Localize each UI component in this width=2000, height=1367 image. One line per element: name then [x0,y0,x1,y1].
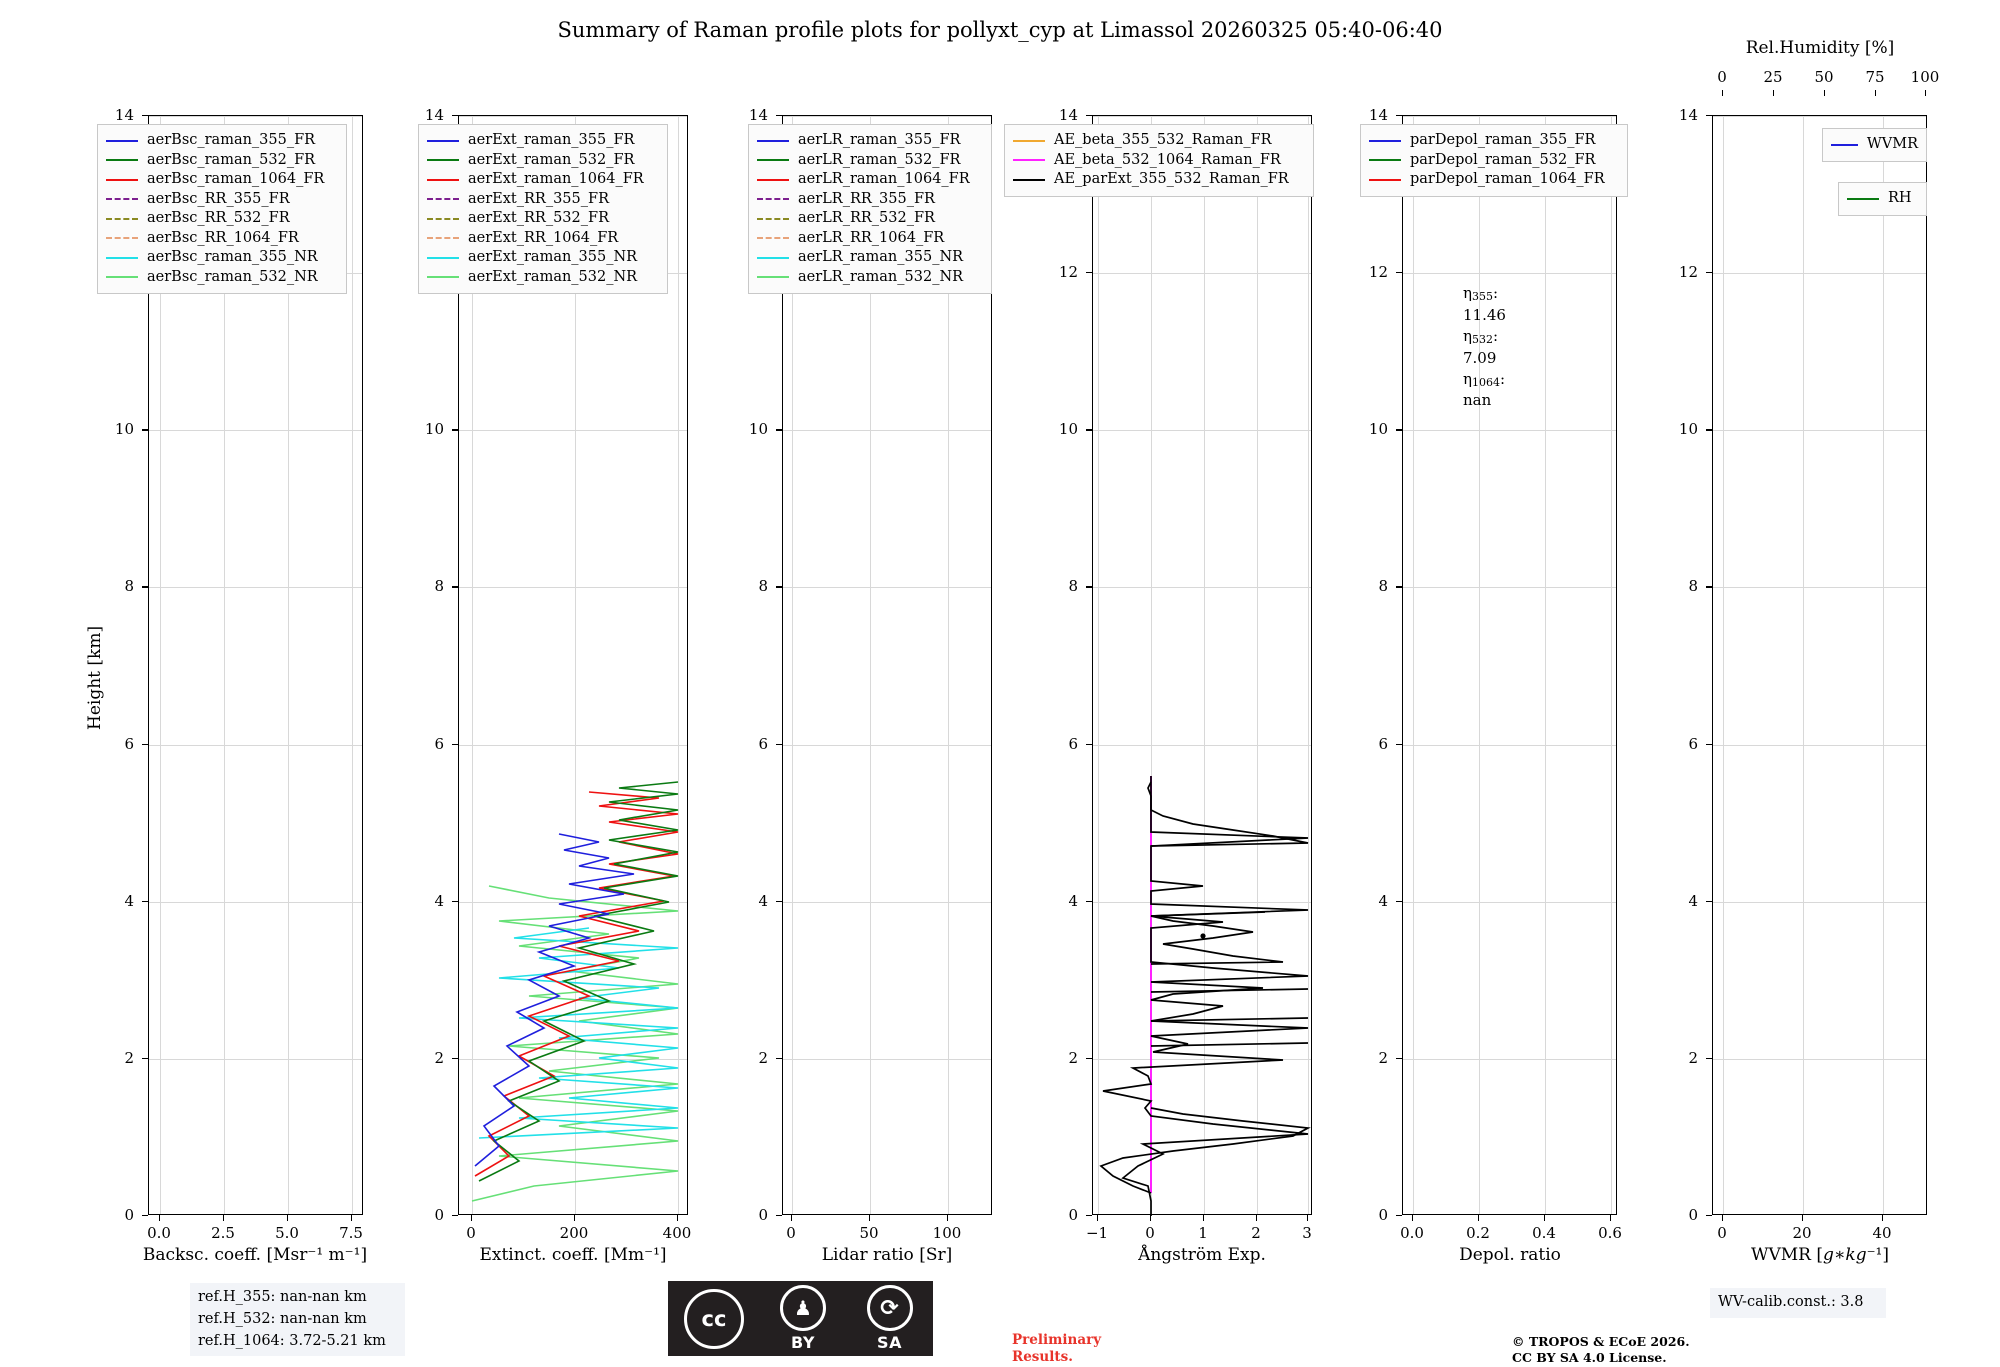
ytick-label: 10 [114,420,134,439]
ytick-label: 4 [124,891,134,910]
ytick-label: 8 [1378,577,1388,596]
legend-backscatter [97,124,347,294]
legend-swatch [1369,179,1401,181]
legend-swatch [427,257,459,259]
legend-swatch [1013,140,1045,142]
cc-sa-cell [846,1281,933,1356]
angstrom-curves [1093,116,1313,1216]
ytick-label: 14 [114,106,134,124]
legend-swatch [1831,144,1858,146]
legend-label: aerBsc_RR_1064_FR [147,229,299,246]
legend-swatch [757,276,789,278]
ref-h-355: ref.H_355: nan-nan km [198,1289,367,1305]
legend-label: aerLR_raman_355_FR [798,132,961,148]
legend-swatch [757,218,789,220]
legend-swatch [427,159,459,161]
legend-swatch [427,276,459,278]
legend-swatch [427,140,459,142]
legend-label: aerLR_raman_532_FR [798,151,961,168]
ytick-label: 4 [1068,891,1078,910]
legend-swatch [1369,140,1401,142]
ref-h-532: ref.H_532: nan-nan km [198,1310,367,1327]
legend-label: AE_beta_532_1064_Raman_FR [1054,151,1281,168]
ytick-label: 14 [1368,106,1388,124]
legend-label: aerExt_RR_1064_FR [468,229,619,246]
xtick-label: 200 [559,1224,589,1242]
legend-label: aerExt_raman_532_FR [468,151,635,168]
legend-swatch [1847,198,1879,200]
ytick-label: 6 [1378,734,1388,753]
xaxis-label-angstrom: Ångström Exp. [1138,1245,1266,1265]
xtick-label: 0 [466,1224,476,1242]
xtick-label: 1 [1198,1224,1208,1242]
ytick-label: 0 [1378,1206,1388,1224]
xtick-label: 0.0 [147,1224,171,1242]
cc-text: cc [701,1306,727,1331]
legend-label: aerExt_raman_532_NR [468,268,638,285]
ytick-label: 6 [758,734,768,753]
ytick-label: 6 [434,734,444,753]
ytick-label: 4 [758,891,768,910]
cc-by-label: BY [791,1333,815,1352]
legend-swatch [427,218,459,220]
legend-swatch [1013,179,1045,181]
legend-label: parDepol_raman_532_FR [1410,151,1596,168]
top-xtick-label: 75 [1865,68,1885,86]
legend-swatch [106,159,138,161]
legend-swatch [1369,159,1401,161]
share-alike-icon: ⟳ [867,1285,913,1331]
legend-swatch [757,179,789,181]
ytick-label: 0 [124,1206,134,1224]
ytick-label: 10 [1678,420,1698,439]
xtick-label: 0.0 [1400,1224,1424,1242]
xtick-label: −1 [1085,1224,1109,1242]
legend-swatch [106,237,138,239]
legend-label: aerExt_raman_1064_FR [468,171,644,187]
legend-swatch [106,218,138,220]
ytick-label: 4 [1688,891,1698,910]
ytick-label: 2 [124,1048,134,1067]
xtick-label: 2.5 [211,1224,235,1242]
cc-by-cell [760,1281,846,1356]
xtick-label: 0.2 [1466,1224,1490,1242]
xaxis-label-lidar-ratio: Lidar ratio [Sr] [821,1245,953,1265]
legend-extinction [418,124,668,294]
ytick-label: 12 [1058,263,1078,282]
xaxis-label-extinction: Extinct. coeff. [Mm⁻¹] [479,1245,667,1265]
ytick-label: 14 [1678,106,1698,124]
yaxis-label: Height [km] [85,625,105,730]
xtick-label: 0.6 [1598,1224,1622,1242]
ytick-label: 12 [1678,263,1698,282]
ytick-label: 2 [758,1048,768,1067]
xtick-label: 5.0 [275,1224,299,1242]
legend-wvmr [1822,128,1927,162]
ytick-label: 6 [1068,734,1078,753]
ytick-label: 2 [1378,1048,1388,1067]
legend-swatch [757,257,789,259]
legend-label: aerBsc_RR_532_FR [147,210,290,226]
xaxis-label-wvmr: WVMR [𝑔∗𝑘𝑔⁻¹] [1750,1245,1890,1265]
legend-swatch [1013,159,1045,161]
ytick-label: 10 [424,420,444,439]
eta-532-symbol: η532: [1463,326,1499,346]
xaxis-label-depol: Depol. ratio [1459,1245,1561,1265]
ytick-label: 10 [1368,420,1388,439]
ytick-label: 14 [1058,106,1078,124]
ytick-label: 0 [434,1206,444,1224]
legend-label: aerBsc_raman_355_NR [147,249,318,265]
cc-sa-label: SA [877,1333,902,1352]
legend-label: RH [1888,190,1912,206]
legend-angstrom [1004,124,1314,197]
ytick-label: 2 [1688,1048,1698,1067]
legend-label: aerBsc_raman_1064_FR [147,171,325,187]
legend-label: parDepol_raman_1064_FR [1410,171,1605,187]
xaxis-label-backscatter: Backsc. coeff. [Msr⁻¹ m⁻¹] [142,1245,368,1265]
xtick-label: 3 [1302,1224,1312,1242]
ytick-label: 6 [1688,734,1698,753]
legend-label: aerBsc_raman_355_FR [147,132,316,148]
legend-swatch [106,276,138,278]
legend-label: aerLR_raman_355_NR [798,249,964,265]
depol-eta-annotation [1463,283,1506,412]
legend-label: aerExt_RR_355_FR [468,190,609,207]
wv-calib-note [1710,1288,1886,1318]
legend-swatch [106,198,138,200]
preliminary-line-2: Results. [1012,1348,1073,1365]
legend-swatch [106,140,138,142]
legend-label: aerLR_raman_532_NR [798,268,964,285]
legend-swatch [427,179,459,181]
xtick-label: 7.5 [339,1224,363,1242]
legend-swatch [757,237,789,239]
eta-355-value: 11.46 [1463,305,1506,324]
legend-rh [1838,182,1927,216]
legend-swatch [757,159,789,161]
legend-swatch [427,198,459,200]
ytick-label: 8 [1068,577,1078,596]
eta-1064-symbol: η1064: [1463,369,1506,389]
xtick-label: 400 [662,1224,692,1242]
legend-swatch [757,140,789,142]
legend-label: aerExt_RR_532_FR [468,210,609,226]
legend-label: aerBsc_raman_532_NR [147,268,318,285]
copyright-line-1: © TROPOS & ECoE 2026. [1512,1334,1690,1349]
person-icon: ♟ [780,1285,826,1331]
legend-label: aerExt_raman_355_NR [468,249,638,265]
legend-swatch [757,198,789,200]
legend-swatch [427,237,459,239]
ytick-label: 2 [434,1048,444,1067]
xtick-label: 100 [932,1224,962,1242]
legend-label: aerLR_RR_1064_FR [798,229,945,246]
wv-calib-note-text: WV-calib.const.: 3.8 [1718,1294,1864,1310]
ytick-label: 14 [748,106,768,124]
ytick-label: 10 [748,420,768,439]
legend-label: AE_beta_355_532_Raman_FR [1054,132,1272,148]
xtick-label: 20 [1792,1224,1812,1242]
ytick-label: 6 [124,734,134,753]
ytick-label: 0 [1688,1206,1698,1224]
legend-label: aerLR_raman_1064_FR [798,171,970,187]
top-xtick-label: 100 [1910,68,1940,86]
legend-swatch [106,179,138,181]
top-axis-label-humidity: Rel.Humidity [%] [1745,38,1895,58]
legend-lidar-ratio [748,124,992,294]
cc-circle-icon [684,1289,744,1349]
plot-area-depol [1402,115,1617,1215]
legend-label: aerBsc_RR_355_FR [147,190,290,207]
ytick-label: 14 [424,106,444,124]
legend-depol [1360,124,1628,197]
xtick-label: 50 [859,1224,879,1242]
ref-height-note [190,1283,405,1356]
ytick-label: 8 [1688,577,1698,596]
ytick-label: 4 [1378,891,1388,910]
ytick-label: 8 [434,577,444,596]
xtick-label: 0 [1717,1224,1727,1242]
ytick-label: 2 [1068,1048,1078,1067]
ytick-label: 0 [1068,1206,1078,1224]
eta-355-symbol: η355: [1463,284,1499,303]
cc-logo [668,1281,760,1356]
ytick-label: 0 [758,1206,768,1224]
xtick-label: 0 [1145,1224,1155,1242]
xtick-label: 40 [1872,1224,1892,1242]
legend-label: parDepol_raman_355_FR [1410,132,1596,148]
top-xtick-label: 25 [1763,68,1783,86]
plot-area-wvmr [1712,115,1927,1215]
xtick-label: 0.4 [1532,1224,1556,1242]
xtick-label: 2 [1251,1224,1261,1242]
legend-label: WVMR [1866,136,1918,152]
ref-h-1064: ref.H_1064: 3.72-5.21 km [198,1332,386,1349]
ytick-label: 10 [1058,420,1078,439]
legend-swatch [106,257,138,259]
legend-label: aerLR_RR_355_FR [798,190,935,207]
ytick-label: 4 [434,891,444,910]
xtick-label: 0 [786,1224,796,1242]
preliminary-results-note [1012,1332,1101,1366]
page-title: Summary of Raman profile plots for pollyxt_cyp at Limassol 20260325 05:40-06:40 [557,18,1443,42]
eta-532-value: 7.09 [1463,348,1497,367]
top-xtick-label: 0 [1717,68,1727,86]
eta-1064-value: nan [1463,391,1492,410]
ytick-label: 8 [758,577,768,596]
plot-area-angstrom [1092,115,1312,1215]
legend-label: aerExt_raman_355_FR [468,132,635,148]
copyright-line-2: CC BY SA 4.0 License. [1512,1350,1667,1366]
top-xtick-label: 50 [1814,68,1834,86]
preliminary-line-1: Preliminary [1012,1332,1102,1348]
legend-label: aerLR_RR_532_FR [798,210,935,226]
legend-label: AE_parExt_355_532_Raman_FR [1054,171,1289,187]
ytick-label: 12 [1368,263,1388,282]
copyright-note [1512,1334,1690,1367]
ytick-label: 8 [124,577,134,596]
legend-label: aerBsc_raman_532_FR [147,151,316,168]
cc-license-badge[interactable] [668,1281,933,1356]
